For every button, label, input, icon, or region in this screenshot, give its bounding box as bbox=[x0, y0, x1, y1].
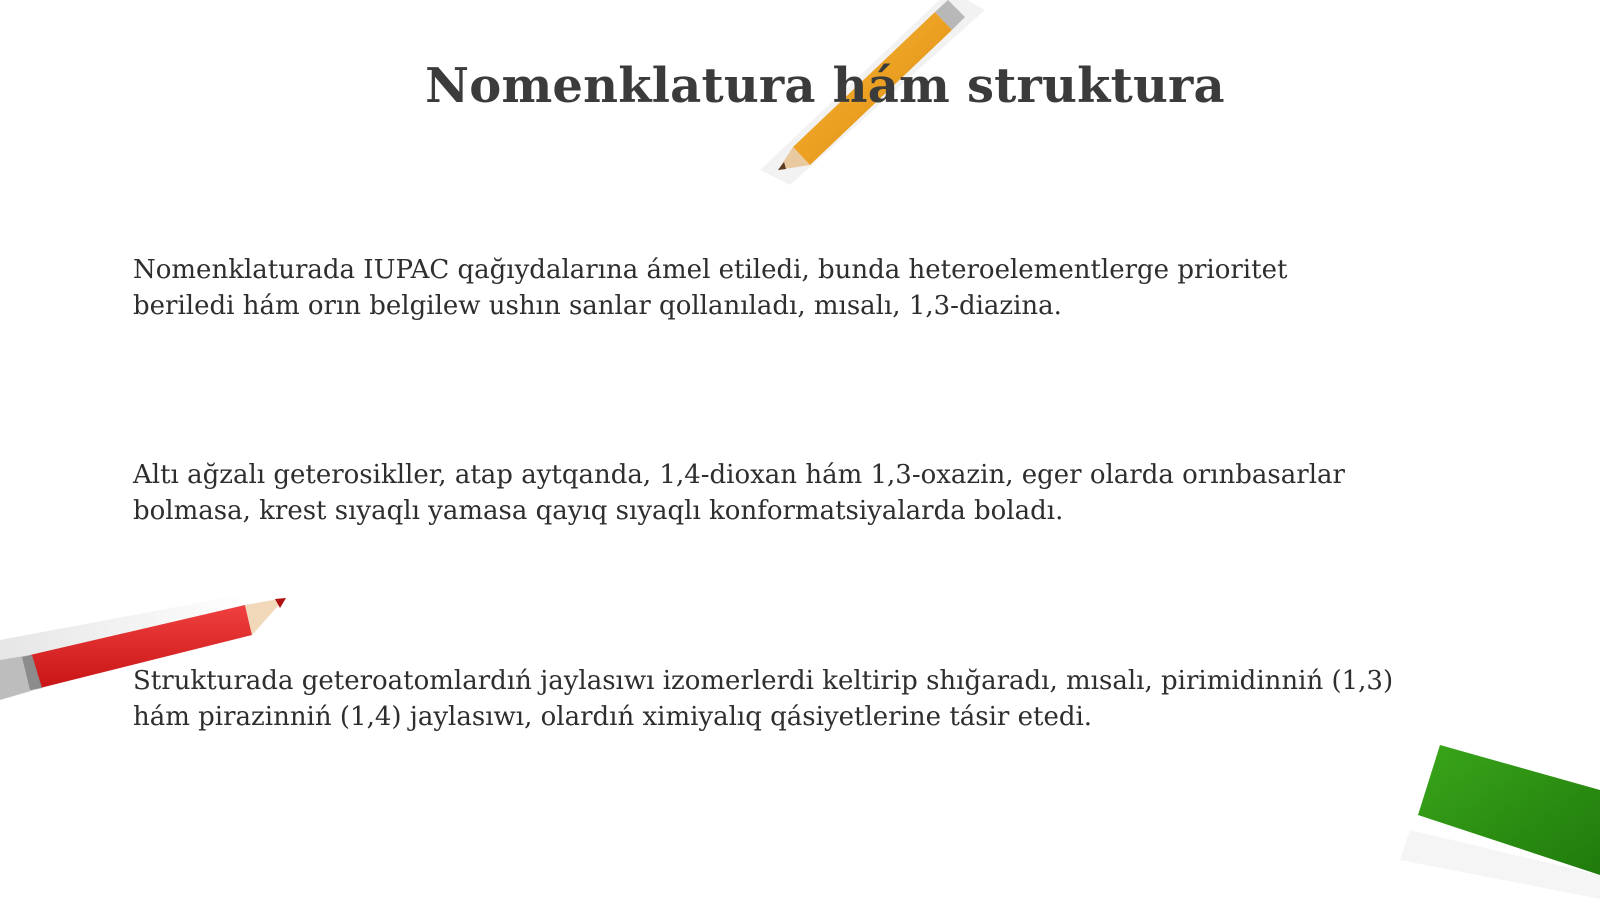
paragraph-nomenclature bbox=[133, 252, 1533, 324]
paragraph-line: beriledi hám orın belgilew ushın sanlar qollanıladı, mısalı, 1,3-diazina. bbox=[133, 291, 1062, 321]
paragraph-line: Strukturada geteroatomlardıń jaylasıwı izomerlerdi keltirip shığaradı, mısalı, pirimidinniń (1,3) bbox=[133, 666, 1394, 696]
paragraph-line: bolmasa, krest sıyaqlı yamasa qayıq sıyaqlı konformatsiyalarda boladı. bbox=[133, 496, 1064, 526]
slide-title: Nomenklatura hám struktura bbox=[425, 58, 1225, 114]
paragraph-line: Altı ağzalı geterosikller, atap aytqanda, 1,4-dioxan hám 1,3-oxazin, eger olarda orınbasarlar bbox=[133, 460, 1345, 490]
paragraph-line: Nomenklaturada IUPAC qağıydalarına ámel etiledi, bunda heteroelementlerge prioritet bbox=[133, 255, 1288, 285]
paragraph-conformations bbox=[133, 457, 1533, 529]
paragraph-line: hám pirazinniń (1,4) jaylasıwı, olardıń ximiyalıq qásiyetlerine tásir etedi. bbox=[133, 702, 1093, 732]
paragraph-isomers bbox=[133, 663, 1533, 735]
green-marker-icon bbox=[1400, 745, 1600, 899]
